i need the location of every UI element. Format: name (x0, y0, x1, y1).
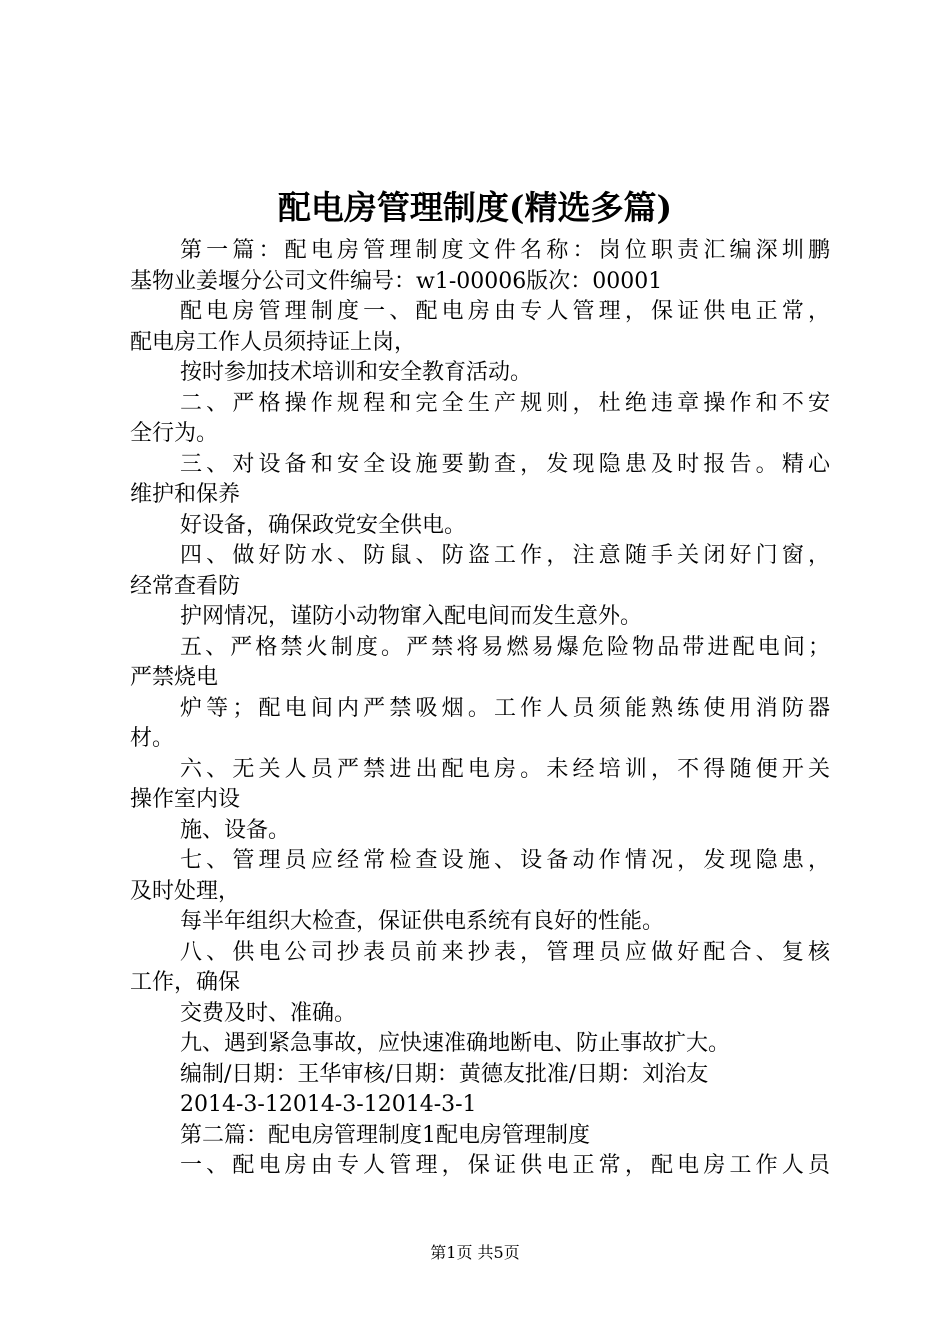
text-line: 材。 (130, 726, 175, 751)
text-line: 二、严格操作规程和完全生产规则，杜绝违章操作和不安 (180, 390, 830, 416)
text-line: 严禁烧电 (130, 665, 219, 690)
text-line: 五、严格禁火制度。严禁将易燃易爆危险物品带进配电间； (180, 634, 830, 660)
text-line: 2014-3-12014-3-12014-3-1 (180, 1092, 477, 1117)
document-body (130, 236, 830, 1182)
text-line: 七、管理员应经常检查设施、设备动作情况，发现隐患， (180, 848, 830, 873)
text-line: 操作室内设 (130, 787, 241, 812)
text-line: 编制/日期：王华审核/日期：黄德友批准/日期：刘治友 (180, 1061, 709, 1087)
text-line: 基物业姜堰分公司文件编号：w1-00006版次：00001 (130, 268, 663, 294)
text-line: 第二篇：配电房管理制度1配电房管理制度 (180, 1122, 590, 1148)
text-line: 经常查看防 (130, 573, 241, 599)
text-line: 三、对设备和安全设施要勤查，发现隐患及时报告。精心 (180, 451, 830, 477)
text-line: 炉等；配电间内严禁吸烟。工作人员须能熟练使用消防器 (180, 695, 830, 721)
text-line: 八、供电公司抄表员前来抄表，管理员应做好配合、复核 (180, 939, 830, 965)
text-line: 及时处理， (130, 878, 241, 904)
text-line: 一、配电房由专人管理，保证供电正常，配电房工作人员 (180, 1153, 830, 1178)
text-line: 配电房工作人员须持证上岗， (130, 329, 417, 355)
text-line: 四、做好防水、防鼠、防盗工作，注意随手关闭好门窗， (180, 543, 830, 568)
text-line: 交费及时、准确。 (180, 1000, 357, 1026)
text-line: 工作，确保 (130, 970, 241, 995)
text-line: 好设备，确保政党安全供电。 (180, 512, 467, 538)
text-line: 第一篇：配电房管理制度文件名称：岗位职责汇编深圳鹏 (180, 238, 830, 263)
text-line: 每半年组织大检查，保证供电系统有良好的性能。 (180, 909, 665, 934)
text-line: 护网情况，谨防小动物窜入配电间而发生意外。 (180, 604, 643, 629)
text-line: 九、遇到紧急事故，应快速准确地断电、防止事故扩大。 (180, 1031, 731, 1056)
text-line: 施、设备。 (180, 817, 291, 843)
page-footer: 第1页 共5页 (430, 1243, 520, 1262)
text-line: 维护和保养 (130, 482, 241, 507)
text-line: 六、无关人员严禁进出配电房。未经培训，不得随便开关 (180, 756, 830, 782)
text-line: 按时参加技术培训和安全教育活动。 (180, 360, 533, 385)
text-line: 配电房管理制度一、配电房由专人管理，保证供电正常， (180, 299, 830, 324)
text-line: 全行为。 (130, 421, 219, 446)
document-title: 配电房管理制度(精选多篇) (277, 188, 673, 227)
